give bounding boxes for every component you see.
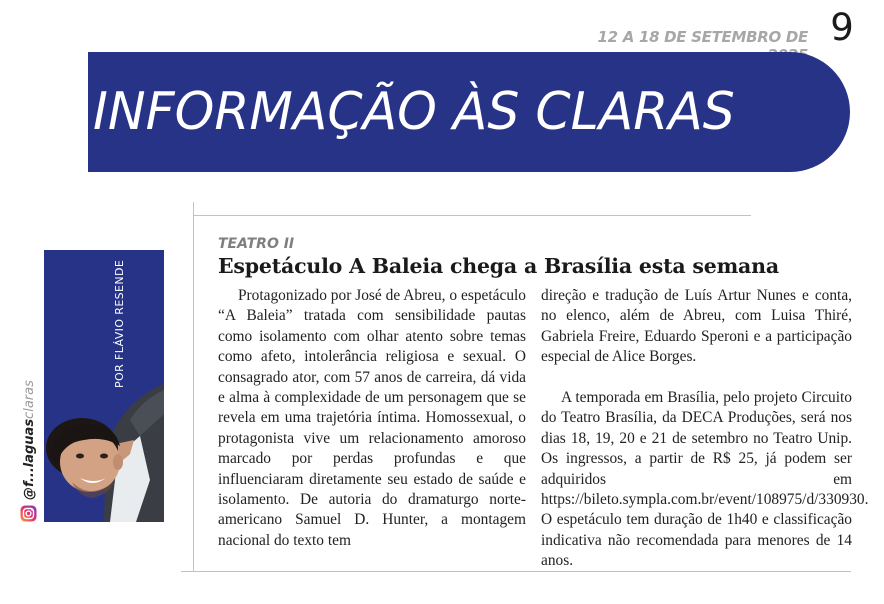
article-headline: Espetáculo A Baleia chega a Brasília esta semana [218,254,779,278]
instagram-icon [20,505,37,522]
columnist-photo [44,250,164,522]
top-rule [193,215,751,216]
paragraph: direção e tradução de Luís Artur Nunes e conta, no elenco, além de Abreu, com Luisa Thiré, Gabriela Freire, Eduardo Speroni e a participação especial de Alice Borges. [541,287,852,366]
paragraph: Protagonizado por José de Abreu, o espetáculo “A Baleia” tratada com sensibilidade pautas como isolamento com olhar atento sobre temas como afeto, intolerância religiosa e sexual. O consagrado ator, com 57 anos de carreira, dá vida e alma à complexidade de um personagem que se revela em uma trajetória íntima. Homossexual, o protagonista vive um relacionamento amoroso marcado por perdas profundas e que influenciaram diretamente seu estado de saúde e isolamento. De autoria do dramaturgo norte-americano Samuel D. Hunter, a montagem nacional do texto tem [218,287,526,549]
handle-main: f...laguas [22,418,37,487]
columnist-panel [44,250,164,522]
column-title: INFORMAÇÃO ÀS CLARAS [93,82,735,142]
article-column-left [218,286,526,551]
handle-suffix: claras [22,380,37,419]
issue-date: 12 A 18 DE SETEMBRO DE [597,28,808,46]
article-column-right [541,286,869,572]
left-rule [193,202,194,572]
page-number: 9 [830,6,854,49]
paragraph: A temporada em Brasília, pelo projeto Circuito do Teatro Brasília, da DECA Produções, será nos dias 18, 19, 20 e 21 de setembro no Teatro Unip. Os ingressos, a partir de R$ 25, já podem ser adquiridos em https://bileto.sympla.com.br/event/108975/d/330930. O espetáculo tem duração de 1h40 e classificação indicativa não recomendada para menores de 14 anos. [541,389,869,570]
instagram-handle [22,380,37,500]
columnist-byline: POR FLÁVIO RESENDE [113,259,126,388]
section-kicker: TEATRO II [218,236,295,252]
handle-at: @ [22,487,37,500]
